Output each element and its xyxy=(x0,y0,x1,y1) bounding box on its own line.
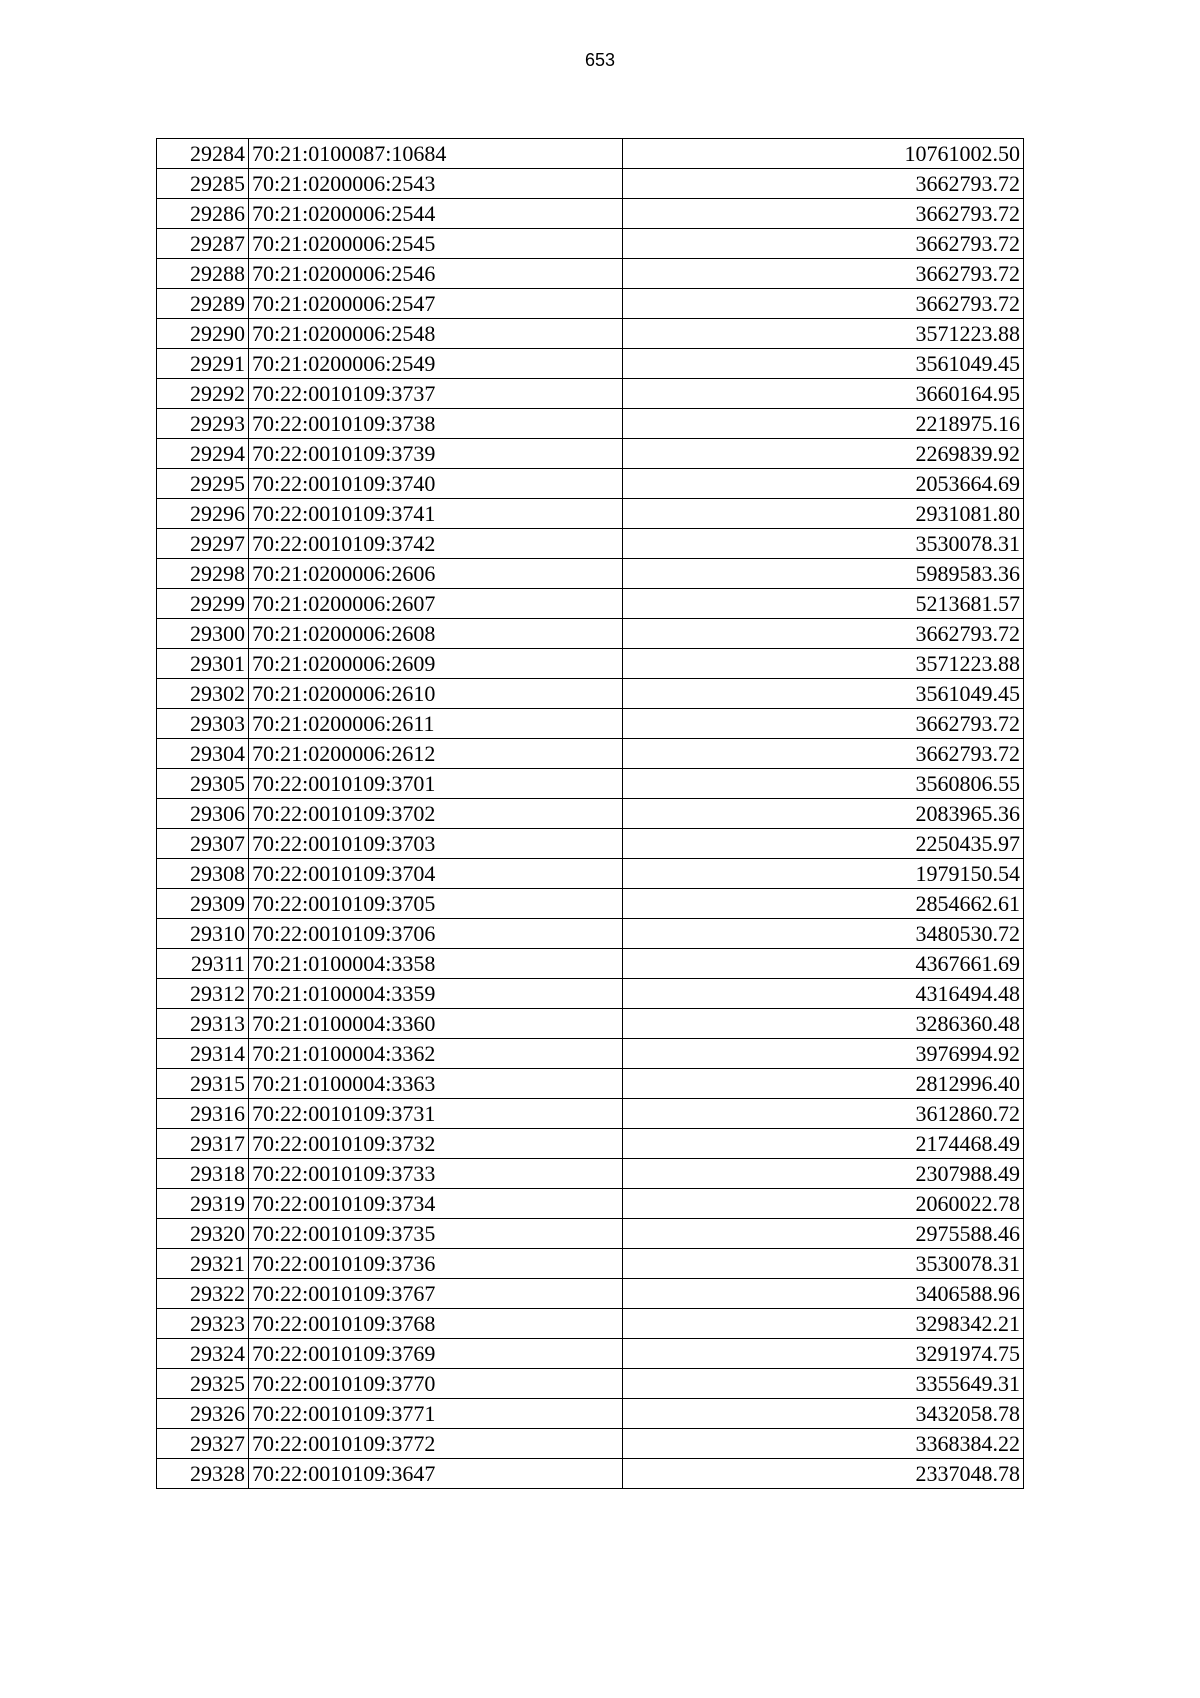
row-number-cell: 29312 xyxy=(157,979,249,1009)
value-cell: 3291974.75 xyxy=(623,1339,1024,1369)
value-cell: 3561049.45 xyxy=(623,679,1024,709)
value-cell: 3286360.48 xyxy=(623,1009,1024,1039)
cadastral-number-cell: 70:21:0100087:10684 xyxy=(249,139,623,169)
cadastral-number-cell: 70:22:0010109:3735 xyxy=(249,1219,623,1249)
cadastral-number-cell: 70:22:0010109:3736 xyxy=(249,1249,623,1279)
value-cell: 4316494.48 xyxy=(623,979,1024,1009)
value-cell: 3432058.78 xyxy=(623,1399,1024,1429)
row-number-cell: 29307 xyxy=(157,829,249,859)
table-row xyxy=(157,649,1024,679)
table-row xyxy=(157,1339,1024,1369)
cadastral-number-cell: 70:21:0200006:2547 xyxy=(249,289,623,319)
table-row xyxy=(157,169,1024,199)
value-cell: 3298342.21 xyxy=(623,1309,1024,1339)
value-cell: 2218975.16 xyxy=(623,409,1024,439)
row-number-cell: 29302 xyxy=(157,679,249,709)
cadastral-number-cell: 70:22:0010109:3734 xyxy=(249,1189,623,1219)
table-row xyxy=(157,409,1024,439)
row-number-cell: 29308 xyxy=(157,859,249,889)
cadastral-value-table xyxy=(156,138,1024,1489)
value-cell: 3480530.72 xyxy=(623,919,1024,949)
table-row xyxy=(157,1369,1024,1399)
row-number-cell: 29309 xyxy=(157,889,249,919)
value-cell: 3662793.72 xyxy=(623,619,1024,649)
table-row xyxy=(157,349,1024,379)
value-cell: 2307988.49 xyxy=(623,1159,1024,1189)
row-number-cell: 29294 xyxy=(157,439,249,469)
cadastral-number-cell: 70:21:0200006:2608 xyxy=(249,619,623,649)
row-number-cell: 29292 xyxy=(157,379,249,409)
cadastral-number-cell: 70:22:0010109:3737 xyxy=(249,379,623,409)
row-number-cell: 29284 xyxy=(157,139,249,169)
cadastral-number-cell: 70:21:0200006:2611 xyxy=(249,709,623,739)
cadastral-number-cell: 70:21:0200006:2609 xyxy=(249,649,623,679)
row-number-cell: 29286 xyxy=(157,199,249,229)
value-cell: 3662793.72 xyxy=(623,229,1024,259)
value-cell: 2053664.69 xyxy=(623,469,1024,499)
table-row xyxy=(157,859,1024,889)
row-number-cell: 29306 xyxy=(157,799,249,829)
table-row xyxy=(157,1099,1024,1129)
table-row xyxy=(157,1399,1024,1429)
value-cell: 2812996.40 xyxy=(623,1069,1024,1099)
value-cell: 2931081.80 xyxy=(623,499,1024,529)
value-cell: 3662793.72 xyxy=(623,259,1024,289)
table-row xyxy=(157,1219,1024,1249)
table-row xyxy=(157,949,1024,979)
value-cell: 3530078.31 xyxy=(623,529,1024,559)
value-cell: 2975588.46 xyxy=(623,1219,1024,1249)
value-cell: 3976994.92 xyxy=(623,1039,1024,1069)
table-row xyxy=(157,979,1024,1009)
row-number-cell: 29310 xyxy=(157,919,249,949)
row-number-cell: 29313 xyxy=(157,1009,249,1039)
row-number-cell: 29298 xyxy=(157,559,249,589)
table-row xyxy=(157,1069,1024,1099)
table-row xyxy=(157,1129,1024,1159)
table-row xyxy=(157,829,1024,859)
table-row xyxy=(157,259,1024,289)
table-row xyxy=(157,1279,1024,1309)
cadastral-number-cell: 70:21:0100004:3359 xyxy=(249,979,623,1009)
value-cell: 2083965.36 xyxy=(623,799,1024,829)
row-number-cell: 29304 xyxy=(157,739,249,769)
value-cell: 1979150.54 xyxy=(623,859,1024,889)
cadastral-number-cell: 70:22:0010109:3701 xyxy=(249,769,623,799)
cadastral-number-cell: 70:22:0010109:3770 xyxy=(249,1369,623,1399)
value-cell: 2060022.78 xyxy=(623,1189,1024,1219)
value-cell: 3530078.31 xyxy=(623,1249,1024,1279)
table-row xyxy=(157,919,1024,949)
cadastral-number-cell: 70:21:0100004:3360 xyxy=(249,1009,623,1039)
cadastral-number-cell: 70:22:0010109:3706 xyxy=(249,919,623,949)
table-row xyxy=(157,529,1024,559)
cadastral-number-cell: 70:22:0010109:3705 xyxy=(249,889,623,919)
cadastral-number-cell: 70:22:0010109:3742 xyxy=(249,529,623,559)
cadastral-number-cell: 70:22:0010109:3772 xyxy=(249,1429,623,1459)
table-row xyxy=(157,769,1024,799)
value-cell: 4367661.69 xyxy=(623,949,1024,979)
table-row xyxy=(157,319,1024,349)
value-cell: 3662793.72 xyxy=(623,289,1024,319)
row-number-cell: 29316 xyxy=(157,1099,249,1129)
table-row xyxy=(157,439,1024,469)
cadastral-number-cell: 70:21:0200006:2543 xyxy=(249,169,623,199)
table-row xyxy=(157,1159,1024,1189)
cadastral-number-cell: 70:22:0010109:3733 xyxy=(249,1159,623,1189)
value-cell: 3662793.72 xyxy=(623,739,1024,769)
table-row xyxy=(157,289,1024,319)
row-number-cell: 29328 xyxy=(157,1459,249,1489)
cadastral-number-cell: 70:22:0010109:3740 xyxy=(249,469,623,499)
cadastral-number-cell: 70:21:0200006:2610 xyxy=(249,679,623,709)
value-cell: 3662793.72 xyxy=(623,709,1024,739)
value-cell: 3571223.88 xyxy=(623,319,1024,349)
table-row xyxy=(157,709,1024,739)
table-row xyxy=(157,559,1024,589)
cadastral-number-cell: 70:22:0010109:3741 xyxy=(249,499,623,529)
value-cell: 3662793.72 xyxy=(623,169,1024,199)
cadastral-number-cell: 70:21:0200006:2549 xyxy=(249,349,623,379)
table-row xyxy=(157,499,1024,529)
cadastral-number-cell: 70:21:0200006:2607 xyxy=(249,589,623,619)
row-number-cell: 29323 xyxy=(157,1309,249,1339)
row-number-cell: 29311 xyxy=(157,949,249,979)
cadastral-number-cell: 70:21:0100004:3363 xyxy=(249,1069,623,1099)
table-row xyxy=(157,1249,1024,1279)
row-number-cell: 29320 xyxy=(157,1219,249,1249)
table-body xyxy=(157,139,1024,1489)
cadastral-number-cell: 70:22:0010109:3767 xyxy=(249,1279,623,1309)
row-number-cell: 29291 xyxy=(157,349,249,379)
value-cell: 3662793.72 xyxy=(623,199,1024,229)
row-number-cell: 29327 xyxy=(157,1429,249,1459)
cadastral-number-cell: 70:21:0200006:2546 xyxy=(249,259,623,289)
cadastral-number-cell: 70:22:0010109:3702 xyxy=(249,799,623,829)
page-number: 653 xyxy=(584,50,616,70)
table-row xyxy=(157,1189,1024,1219)
row-number-cell: 29318 xyxy=(157,1159,249,1189)
value-cell: 2174468.49 xyxy=(623,1129,1024,1159)
table-row xyxy=(157,1039,1024,1069)
table-row xyxy=(157,1429,1024,1459)
value-cell: 3571223.88 xyxy=(623,649,1024,679)
row-number-cell: 29297 xyxy=(157,529,249,559)
cadastral-number-cell: 70:21:0100004:3358 xyxy=(249,949,623,979)
row-number-cell: 29289 xyxy=(157,289,249,319)
row-number-cell: 29305 xyxy=(157,769,249,799)
row-number-cell: 29322 xyxy=(157,1279,249,1309)
row-number-cell: 29300 xyxy=(157,619,249,649)
row-number-cell: 29319 xyxy=(157,1189,249,1219)
table-row xyxy=(157,139,1024,169)
row-number-cell: 29295 xyxy=(157,469,249,499)
value-cell: 10761002.50 xyxy=(623,139,1024,169)
row-number-cell: 29325 xyxy=(157,1369,249,1399)
cadastral-number-cell: 70:22:0010109:3731 xyxy=(249,1099,623,1129)
cadastral-number-cell: 70:21:0200006:2612 xyxy=(249,739,623,769)
table-row xyxy=(157,889,1024,919)
row-number-cell: 29285 xyxy=(157,169,249,199)
row-number-cell: 29287 xyxy=(157,229,249,259)
value-cell: 5989583.36 xyxy=(623,559,1024,589)
value-cell: 2250435.97 xyxy=(623,829,1024,859)
table-row xyxy=(157,379,1024,409)
value-cell: 3660164.95 xyxy=(623,379,1024,409)
table-row xyxy=(157,1459,1024,1489)
row-number-cell: 29315 xyxy=(157,1069,249,1099)
row-number-cell: 29326 xyxy=(157,1399,249,1429)
row-number-cell: 29301 xyxy=(157,649,249,679)
cadastral-number-cell: 70:22:0010109:3739 xyxy=(249,439,623,469)
cadastral-number-cell: 70:22:0010109:3771 xyxy=(249,1399,623,1429)
table-row xyxy=(157,619,1024,649)
value-cell: 3368384.22 xyxy=(623,1429,1024,1459)
cadastral-number-cell: 70:21:0200006:2544 xyxy=(249,199,623,229)
row-number-cell: 29299 xyxy=(157,589,249,619)
row-number-cell: 29314 xyxy=(157,1039,249,1069)
table-row xyxy=(157,589,1024,619)
cadastral-number-cell: 70:22:0010109:3769 xyxy=(249,1339,623,1369)
row-number-cell: 29290 xyxy=(157,319,249,349)
cadastral-number-cell: 70:21:0100004:3362 xyxy=(249,1039,623,1069)
value-cell: 2337048.78 xyxy=(623,1459,1024,1489)
value-cell: 5213681.57 xyxy=(623,589,1024,619)
table-row xyxy=(157,679,1024,709)
value-cell: 3406588.96 xyxy=(623,1279,1024,1309)
value-cell: 2269839.92 xyxy=(623,439,1024,469)
value-cell: 3560806.55 xyxy=(623,769,1024,799)
value-cell: 3612860.72 xyxy=(623,1099,1024,1129)
cadastral-number-cell: 70:22:0010109:3738 xyxy=(249,409,623,439)
table-row xyxy=(157,739,1024,769)
table-row xyxy=(157,229,1024,259)
table-row xyxy=(157,799,1024,829)
value-cell: 3355649.31 xyxy=(623,1369,1024,1399)
value-cell: 2854662.61 xyxy=(623,889,1024,919)
row-number-cell: 29296 xyxy=(157,499,249,529)
cadastral-number-cell: 70:22:0010109:3732 xyxy=(249,1129,623,1159)
table-row xyxy=(157,199,1024,229)
cadastral-number-cell: 70:22:0010109:3647 xyxy=(249,1459,623,1489)
cadastral-number-cell: 70:22:0010109:3703 xyxy=(249,829,623,859)
cadastral-number-cell: 70:22:0010109:3768 xyxy=(249,1309,623,1339)
row-number-cell: 29321 xyxy=(157,1249,249,1279)
row-number-cell: 29317 xyxy=(157,1129,249,1159)
row-number-cell: 29303 xyxy=(157,709,249,739)
row-number-cell: 29288 xyxy=(157,259,249,289)
value-cell: 3561049.45 xyxy=(623,349,1024,379)
row-number-cell: 29293 xyxy=(157,409,249,439)
table-row xyxy=(157,1309,1024,1339)
cadastral-number-cell: 70:21:0200006:2606 xyxy=(249,559,623,589)
cadastral-number-cell: 70:22:0010109:3704 xyxy=(249,859,623,889)
row-number-cell: 29324 xyxy=(157,1339,249,1369)
table-row xyxy=(157,1009,1024,1039)
cadastral-number-cell: 70:21:0200006:2548 xyxy=(249,319,623,349)
table-row xyxy=(157,469,1024,499)
cadastral-number-cell: 70:21:0200006:2545 xyxy=(249,229,623,259)
